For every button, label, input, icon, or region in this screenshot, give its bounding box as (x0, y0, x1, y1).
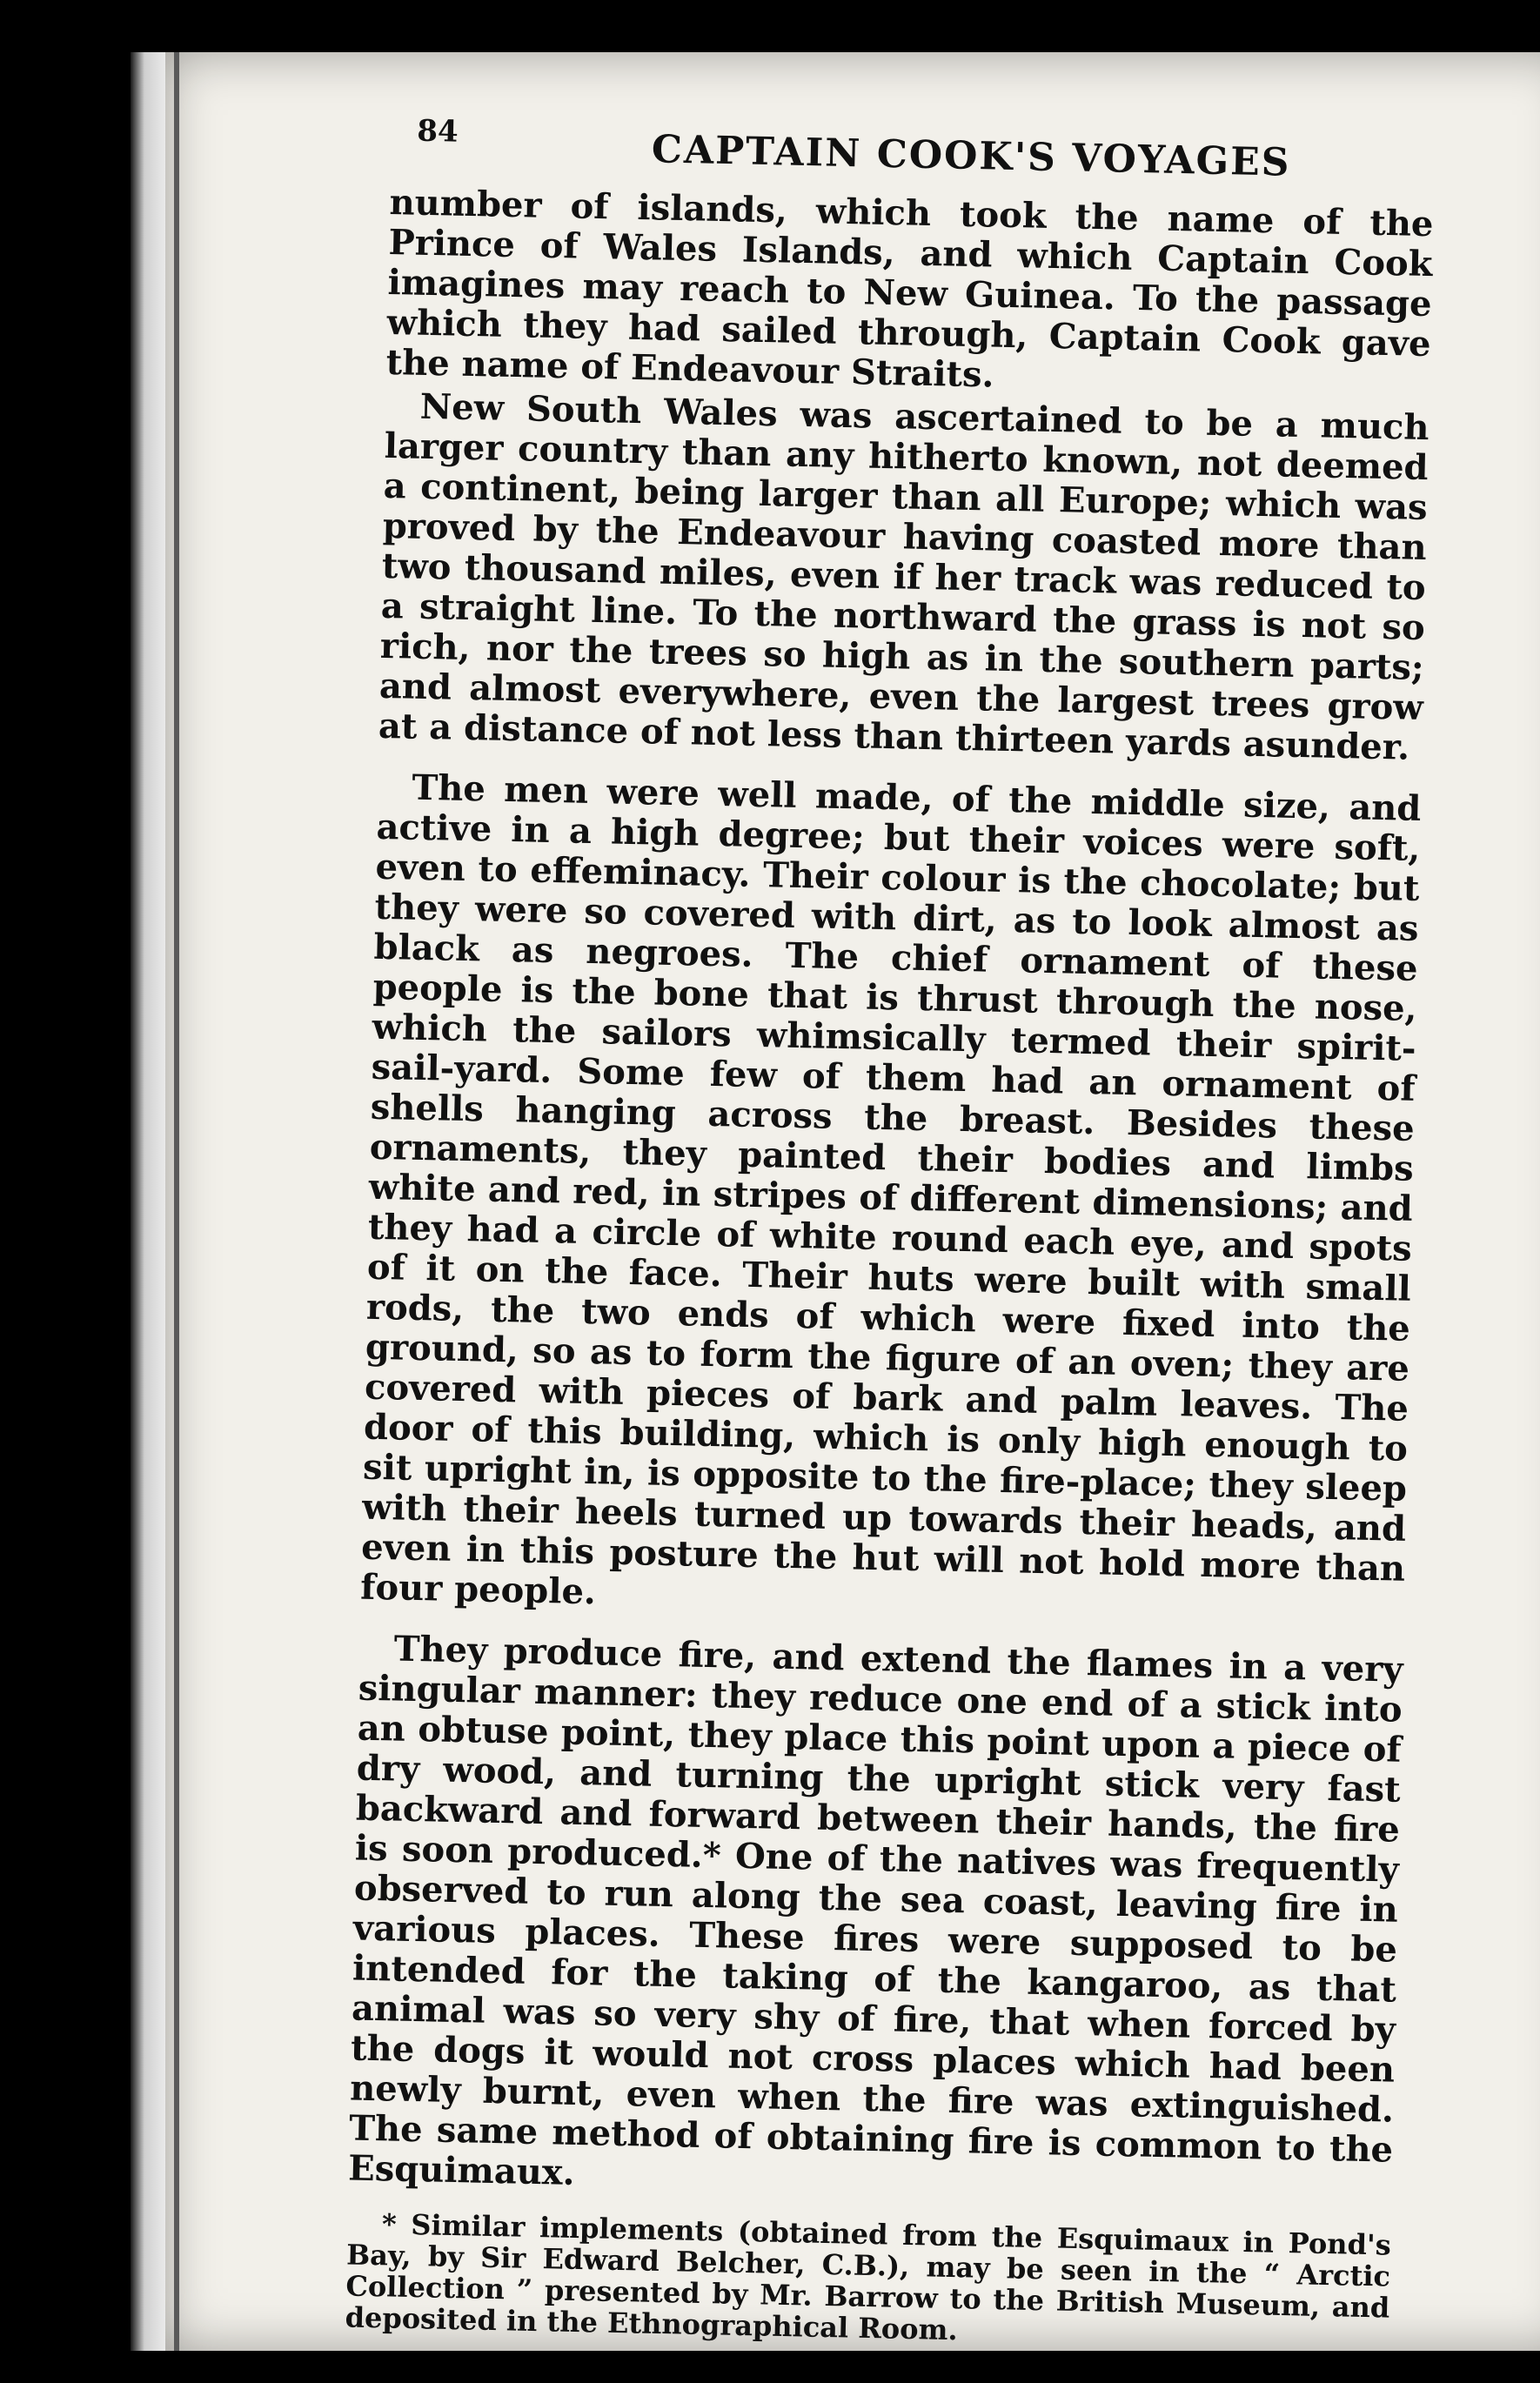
page-gutter (131, 52, 165, 2351)
paragraph: number of islands, which took the name of the Prince of Wales Islands, and which Captain Cook imagines may reach to New Guinea. To the passage which they had sailed through, Captain Cook gave the name of Endeavour Straits. (385, 181, 1434, 396)
paragraph: The men were well made, of the middle size, and active in a high degree; but their voices were soft, even to effeminacy. Their colour is the chocolate; but they were so covered with dirt, as to look almost as black as negroes. The chief ornament of these people is the bone that is thrust through the nose, which the sailors whimsically termed their spirit-sail-yard. Some few of them had an ornament of shells hanging across the breast. Besides these ornaments, they painted their bodies and limbs white and red, in stripes of different dimensions; and they had a circle of white round each eye, and spots of it on the face. Their huts were built with small rods, the two ends of which were fixed into the ground, so as to form the figure of an oven; they are covered with pieces of bark and palm leaves. The door of this building, which is only high enough to sit upright in, is opposite to the fire-place; they sleep with their heels turned up towards their heads, and even in this posture the hut will not hold more than four people. (359, 766, 1422, 1613)
page-text-block (345, 104, 1436, 2383)
paragraph: New South Wales was ascertained to be a much larger country than any hitherto known, not deemed a continent, being larger than all Europe; which was proved by the Endeavour having coasted more than two thousand miles, even if her track was reduced to a straight line. To the northward the grass is not so rich, nor the trees so high as in the southern parts; and almost everywhere, even the largest trees grow at a distance of not less than thirteen yards asunder. (378, 385, 1430, 768)
paragraph: They produce fire, and extend the flames in a very singular manner: they reduce one end of a stick into an obtuse point, they place this point upon a piece of dry wood, and turning the upright stick very fast backward and forward between their hands, the fire is soon produced.* One of the natives was frequently observed to run along the sea coast, leaving fire in various places. These fires were supposed to be intended for the taking of the kangaroo, as that animal was so very shy of fire, that when forced by the dogs it would not cross places which had been newly burnt, even when the fire was extinguished. The same method of obtaining fire is common to the Esquimaux. (347, 1628, 1404, 2193)
page-gutter-line (174, 52, 179, 2351)
footnote: * Similar implements (obtained from the Esquimaux in Pond's Bay, by Sir Edward Belcher, C.B.), may be seen in the “ Arctic Collection ” presented by Mr. Barrow to the British Museum, and deposited in the Ethnographical Room. (345, 2207, 1392, 2347)
running-head: CAPTAIN COOK'S VOYAGES (651, 127, 1291, 185)
page-number: 84 (416, 113, 459, 150)
